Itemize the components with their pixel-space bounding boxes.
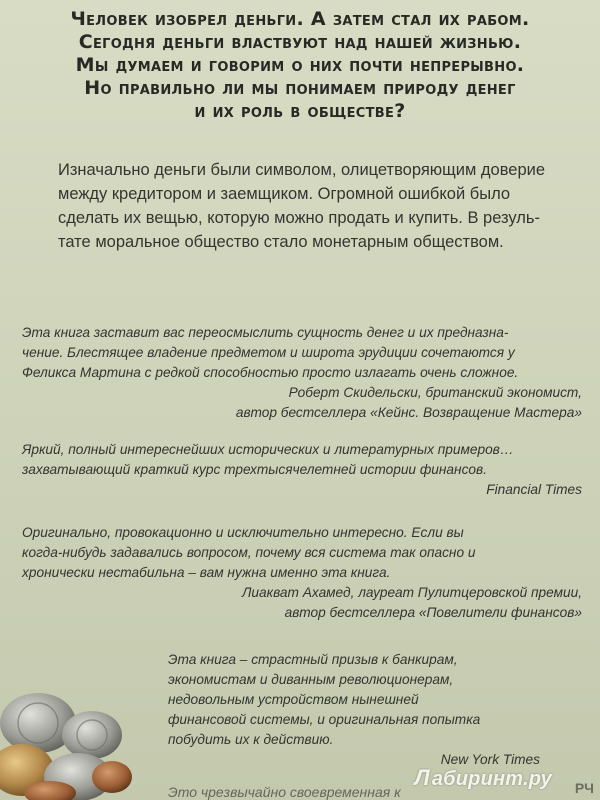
labirint-watermark [415,765,552,791]
review-text [22,323,582,383]
review-skidelsky [22,323,582,423]
review-text [22,440,582,480]
headline [20,8,580,123]
headline-line: Но правильно ли мы понимаем природу денег [84,77,516,99]
review-line: недовольным устройством нынешней [168,692,419,707]
coin-icon [62,711,122,759]
watermark-text: абиринт.ру [431,768,552,790]
intro-line: сделать их вещью, которую можно продать и купить. В резуль- [58,209,541,227]
intro-line: тате моральное общество стало монетарным обществом. [58,233,504,251]
intro-line: между кредитором и заемщиком. Огромной ошибкой было [58,185,511,203]
review-attribution [22,383,582,423]
review-line: хронически нестабильна – вам нужна именно эта книга. [22,565,391,580]
review-line: Эта книга заставит вас переосмыслить сущность денег и их предназна- [22,325,509,340]
review-line: экономистам и диванным революционерам, [168,672,454,687]
review-attribution [22,583,582,623]
review-line: Эта книга – страстный призыв к банкирам, [168,652,458,667]
review-text [22,523,582,583]
attribution-line: Financial Times [486,482,582,497]
review-line: Оригинально, провокационно и исключительно интересно. Если вы [22,525,464,540]
review-ahamed [22,523,582,623]
cut-off-text: Это чрезвычайно своевременная к [168,784,401,800]
intro-line: Изначально деньги были символом, олицетворяющим доверие [58,161,546,179]
coins-illustration [0,665,140,800]
labirint-logo-icon: Л [414,765,430,790]
review-attribution [22,480,582,500]
review-text [168,650,540,750]
review-line: Яркий, полный интереснейших исторических и литературных примеров… [22,442,514,457]
review-line: захватывающий краткий курс трехтысячелетней истории финансов. [22,462,487,477]
coin-icon [92,761,132,793]
headline-line: и их роль в обществе? [194,100,406,122]
review-line: побудить их к действию. [168,732,334,747]
attribution-line: New York Times [440,752,540,767]
attribution-line: автор бестселлера «Повелители финансов» [284,605,582,620]
review-line: чение. Блестящее владение предметом и широта эрудиции сочетаются у [22,345,515,360]
review-line: финансовой системы, и оригинальная попытка [168,712,481,727]
attribution-line: автор бестселлера «Кейнс. Возвращение Мастера» [235,405,582,420]
review-line: когда-нибудь задавались вопросом, почему вся система так опасно и [22,545,476,560]
headline-line: Мы думаем и говорим о них почти непрерывно. [75,54,525,76]
attribution-line: Роберт Скидельски, британский экономист, [288,385,582,400]
headline-line: Человек изобрел деньги. А затем стал их рабом. [70,8,530,30]
intro-paragraph [58,158,558,254]
review-line: Феликса Мартина с редкой способностью просто излагать очень сложное. [22,365,519,380]
review-nyt [168,650,540,770]
review-financial-times [22,440,582,500]
corner-mark: РЧ [574,780,594,796]
headline-line: Сегодня деньги властвуют над нашей жизнью. [78,31,522,53]
attribution-line: Лиакват Ахамед, лауреат Пулитцеровской премии, [242,585,582,600]
